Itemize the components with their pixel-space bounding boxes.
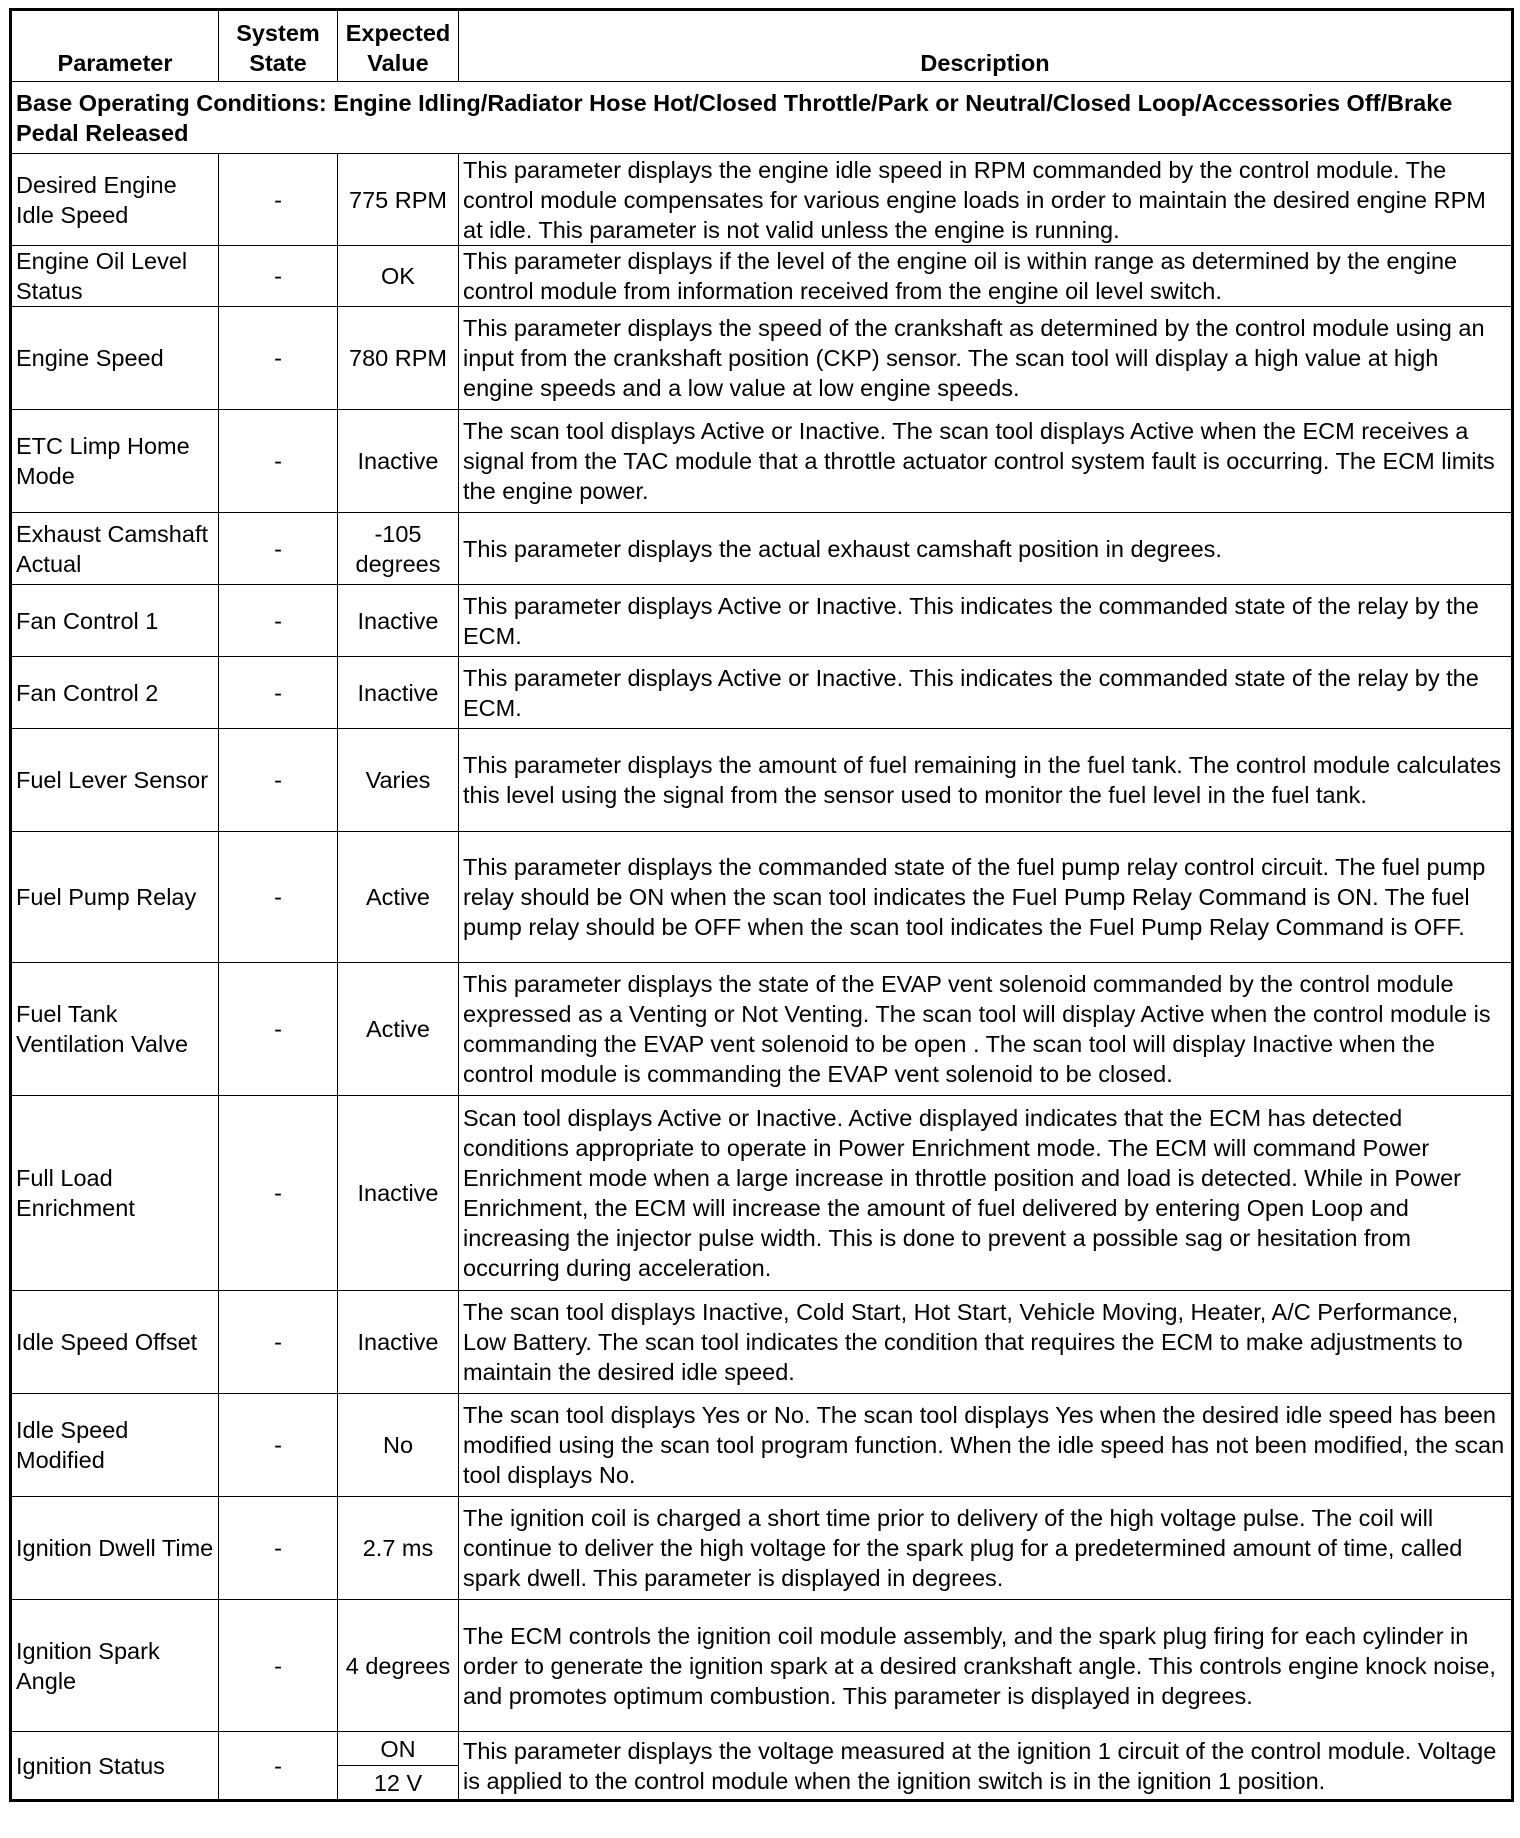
parameter-cell: Desired Engine Idle Speed [11, 154, 219, 246]
table-row-full-load-enrichment [11, 1096, 1513, 1291]
table-row-etc-limp-home-mode [11, 410, 1513, 513]
table-row-ignition-dwell-time [11, 1497, 1513, 1600]
expected-value-cell: OK [338, 246, 459, 307]
parameter-cell: Idle Speed Modified [11, 1394, 219, 1497]
system-state-cell: - [219, 832, 338, 963]
expected-value-cell: Inactive [338, 410, 459, 513]
description-cell: The scan tool displays Yes or No. The scan tool displays Yes when the desired idle speed has been modified using the scan tool program function. When the idle speed has not been modified, the scan tool displays No. [459, 1394, 1513, 1497]
parameter-cell: Engine Oil Level Status [11, 246, 219, 307]
header-description: Description [459, 10, 1513, 82]
system-state-cell: - [219, 307, 338, 410]
parameter-cell: Ignition Status [11, 1732, 219, 1801]
expected-value-cell-voltage: 12 V [338, 1766, 459, 1801]
table-row-fan-control-1 [11, 585, 1513, 657]
system-state-cell: - [219, 1291, 338, 1394]
system-state-cell: - [219, 729, 338, 832]
parameter-cell: Ignition Spark Angle [11, 1600, 219, 1732]
description-cell: This parameter displays the speed of the crankshaft as determined by the control module using an input from the crankshaft position (CKP) sensor. The scan tool will display a high value at high engine speeds and a low value at low engine speeds. [459, 307, 1513, 410]
header-row [11, 10, 1513, 82]
description-cell: This parameter displays the engine idle speed in RPM commanded by the control module. The control module compensates for various engine loads in order to maintain the desired engine RPM at idle. This parameter is not valid unless the engine is running. [459, 154, 1513, 246]
system-state-cell: - [219, 1497, 338, 1600]
expected-value-cell: 4 degrees [338, 1600, 459, 1732]
description-cell: The scan tool displays Inactive, Cold Start, Hot Start, Vehicle Moving, Heater, A/C Performance, Low Battery. The scan tool indicates the condition that requires the ECM to make adjustments to maintain the desired idle speed. [459, 1291, 1513, 1394]
parameter-cell: Ignition Dwell Time [11, 1497, 219, 1600]
table-row-ignition-status [11, 1732, 1513, 1766]
parameter-cell: Fuel Tank Ventilation Valve [11, 963, 219, 1096]
table-row-ignition-spark-angle [11, 1600, 1513, 1732]
expected-value-cell: Active [338, 963, 459, 1096]
parameter-cell: Fuel Lever Sensor [11, 729, 219, 832]
header-expected-value: Expected Value [338, 10, 459, 82]
base-operating-conditions: Base Operating Conditions: Engine Idling/Radiator Hose Hot/Closed Throttle/Park or Neutral/Closed Loop/Accessories Off/Brake Pedal Released [11, 82, 1513, 154]
parameter-cell: Engine Speed [11, 307, 219, 410]
system-state-cell: - [219, 1732, 338, 1801]
parameter-cell: Full Load Enrichment [11, 1096, 219, 1291]
description-cell: This parameter displays the amount of fuel remaining in the fuel tank. The control module calculates this level using the signal from the sensor used to monitor the fuel level in the fuel tank. [459, 729, 1513, 832]
table-row-fuel-lever-sensor [11, 729, 1513, 832]
system-state-cell: - [219, 1600, 338, 1732]
expected-value-cell: No [338, 1394, 459, 1497]
description-cell: This parameter displays if the level of the engine oil is within range as determined by the engine control module from information received from the engine oil level switch. [459, 246, 1513, 307]
table-row-engine-oil-level-status [11, 246, 1513, 307]
table-row-exhaust-camshaft-actual [11, 513, 1513, 585]
header-system-state: System State [219, 10, 338, 82]
parameter-cell: Fuel Pump Relay [11, 832, 219, 963]
parameter-cell: ETC Limp Home Mode [11, 410, 219, 513]
description-cell: This parameter displays the voltage measured at the ignition 1 circuit of the control module. Voltage is applied to the control module when the ignition switch is in the ignition 1 position. [459, 1732, 1513, 1801]
expected-value-cell: Inactive [338, 585, 459, 657]
system-state-cell: - [219, 410, 338, 513]
system-state-cell: - [219, 154, 338, 246]
conditions-row [11, 82, 1513, 154]
description-cell: The ignition coil is charged a short time prior to delivery of the high voltage pulse. The coil will continue to deliver the high voltage for the spark plug for a predetermined amount of time, called spark dwell. This parameter is displayed in degrees. [459, 1497, 1513, 1600]
system-state-cell: - [219, 963, 338, 1096]
table-row-fuel-tank-ventilation-valve [11, 963, 1513, 1096]
expected-value-cell: Active [338, 832, 459, 963]
description-cell: This parameter displays Active or Inactive. This indicates the commanded state of the relay by the ECM. [459, 657, 1513, 729]
header-parameter: Parameter [11, 10, 219, 82]
expected-value-cell: Inactive [338, 1096, 459, 1291]
table-row-fuel-pump-relay [11, 832, 1513, 963]
description-cell: Scan tool displays Active or Inactive. Active displayed indicates that the ECM has detected conditions appropriate to operate in Power Enrichment mode. The ECM will command Power Enrichment mode when a large increase in throttle position and load is detected. While in Power Enrichment, the ECM will increase the amount of fuel delivered by entering Open Loop and increasing the injector pulse width. This is done to prevent a possible sag or hesitation from occurring during acceleration. [459, 1096, 1513, 1291]
table-row-desired-engine-idle-speed [11, 154, 1513, 246]
description-cell: This parameter displays the actual exhaust camshaft position in degrees. [459, 513, 1513, 585]
description-cell: The ECM controls the ignition coil module assembly, and the spark plug firing for each cylinder in order to generate the ignition spark at a desired crankshaft angle. This controls engine knock noise, and promotes optimum combustion. This parameter is displayed in degrees. [459, 1600, 1513, 1732]
table-row-idle-speed-modified [11, 1394, 1513, 1497]
expected-value-cell: -105 degrees [338, 513, 459, 585]
expected-value-cell: 780 RPM [338, 307, 459, 410]
expected-value-cell: 2.7 ms [338, 1497, 459, 1600]
system-state-cell: - [219, 657, 338, 729]
expected-value-cell: Varies [338, 729, 459, 832]
expected-value-cell-on: ON [338, 1732, 459, 1766]
table-row-fan-control-2 [11, 657, 1513, 729]
system-state-cell: - [219, 585, 338, 657]
system-state-cell: - [219, 246, 338, 307]
description-cell: This parameter displays the state of the EVAP vent solenoid commanded by the control module expressed as a Venting or Not Venting. The scan tool will display Active when the control module is commanding the EVAP vent solenoid to be open . The scan tool will display Inactive when the control module is commanding the EVAP vent solenoid to be closed. [459, 963, 1513, 1096]
system-state-cell: - [219, 1096, 338, 1291]
description-cell: This parameter displays Active or Inactive. This indicates the commanded state of the relay by the ECM. [459, 585, 1513, 657]
parameter-cell: Idle Speed Offset [11, 1291, 219, 1394]
expected-value-cell: Inactive [338, 657, 459, 729]
parameter-cell: Fan Control 2 [11, 657, 219, 729]
parameter-cell: Exhaust Camshaft Actual [11, 513, 219, 585]
table-row-engine-speed [11, 307, 1513, 410]
parameter-table [9, 8, 1514, 1802]
system-state-cell: - [219, 513, 338, 585]
expected-value-cell: Inactive [338, 1291, 459, 1394]
description-cell: The scan tool displays Active or Inactive. The scan tool displays Active when the ECM receives a signal from the TAC module that a throttle actuator control system fault is occurring. The ECM limits the engine power. [459, 410, 1513, 513]
parameter-cell: Fan Control 1 [11, 585, 219, 657]
system-state-cell: - [219, 1394, 338, 1497]
table-row-idle-speed-offset [11, 1291, 1513, 1394]
description-cell: This parameter displays the commanded state of the fuel pump relay control circuit. The fuel pump relay should be ON when the scan tool indicates the Fuel Pump Relay Command is ON. The fuel pump relay should be OFF when the scan tool indicates the Fuel Pump Relay Command is OFF. [459, 832, 1513, 963]
expected-value-cell: 775 RPM [338, 154, 459, 246]
